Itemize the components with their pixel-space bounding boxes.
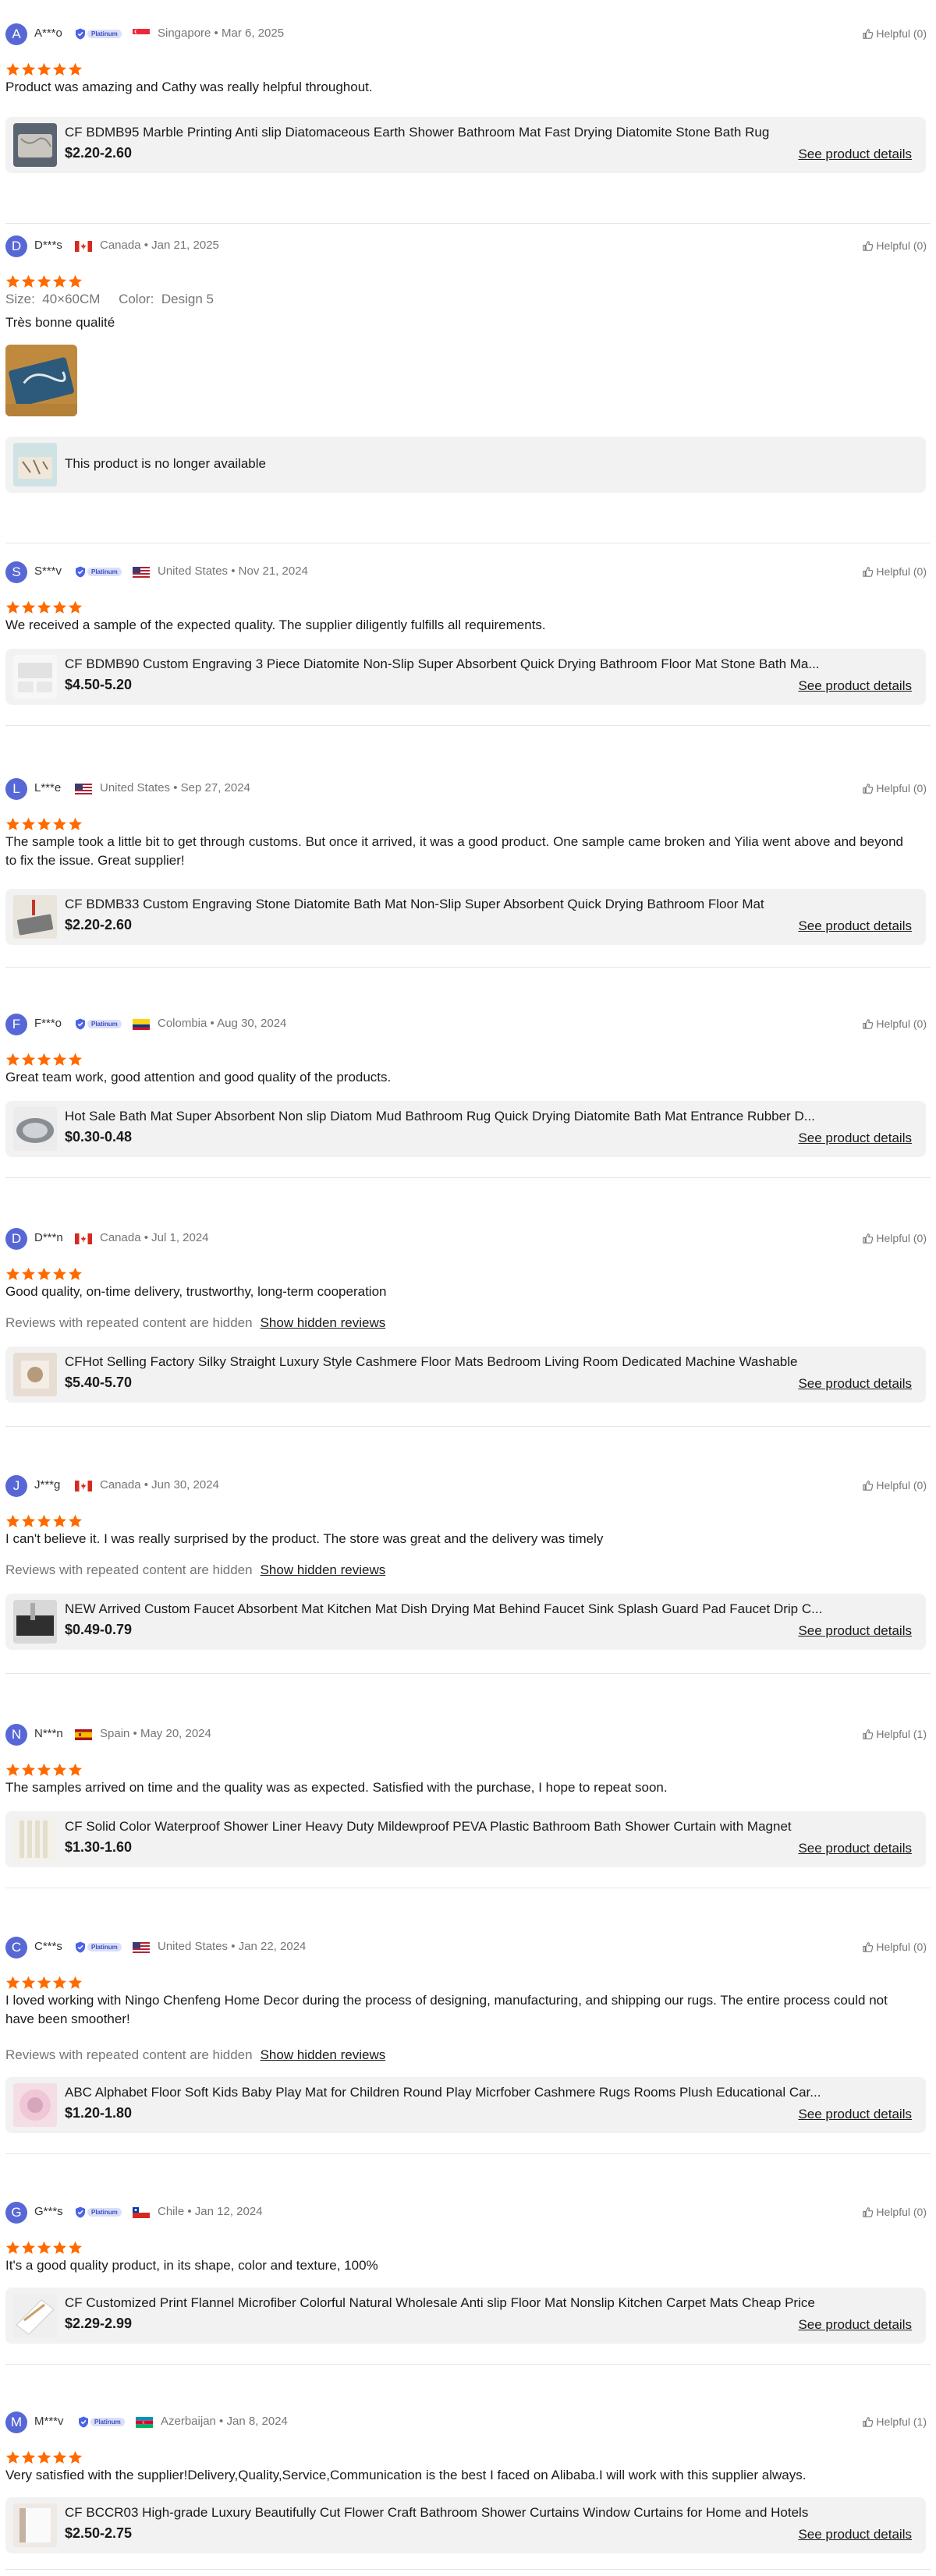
review-text: The sample took a little bit to get through customs. But once it arrived, it was a good product. One sample came broken and Yilia went above and beyond to fix the issue. Great supplier!: [5, 834, 903, 868]
review-header: [0, 22, 936, 47]
thumb-up-icon: [862, 1480, 874, 1491]
flag-cl-icon: [133, 2207, 150, 2218]
review-header: [0, 2200, 936, 2225]
star-icon: [52, 274, 67, 288]
review-card: [0, 1226, 936, 1391]
review-card: [0, 777, 936, 933]
review-header: [0, 1226, 936, 1251]
review-text: Very satisfied with the supplier!Delivery,Quality,Service,Communication is the best I faced on Alibaba.I will work with this supplier always.: [5, 2468, 807, 2482]
product-title[interactable]: ABC Alphabet Floor Soft Kids Baby Play Mat for Children Round Play Micrfober Cashmere Rugs Rooms Plush Educational Car...: [65, 2085, 821, 2100]
review-meta: Canada • Jan 21, 2025: [100, 239, 219, 252]
hidden-reviews-notice: Reviews with repeated content are hidden Show hidden reviews: [5, 1315, 386, 1330]
product-thumbnail[interactable]: [13, 655, 57, 699]
reviewer-name: N***n: [34, 1727, 63, 1740]
review-header: [0, 1474, 936, 1499]
star-icon: [52, 1763, 67, 1777]
avatar: L: [5, 778, 27, 800]
helpful-label: Helpful (0): [876, 27, 927, 40]
review-header: [0, 234, 936, 259]
star-icon: [68, 817, 83, 831]
product-thumbnail: [13, 443, 57, 487]
verified-shield-icon: [75, 1941, 86, 1953]
avatar: J: [5, 1475, 27, 1497]
helpful-label: Helpful (0): [876, 1017, 927, 1030]
helpful-button[interactable]: [862, 27, 927, 40]
product-card[interactable]: [5, 2497, 926, 2553]
thumb-up-icon: [862, 783, 874, 794]
star-icon: [52, 2241, 67, 2255]
product-title[interactable]: Hot Sale Bath Mat Super Absorbent Non slip Diatom Mud Bathroom Rug Quick Drying Diatomite Bath Mat Entrance Rubber D...: [65, 1109, 815, 1123]
divider: [5, 2153, 931, 2154]
star-icon: [21, 600, 36, 614]
reviewer-name: D***n: [34, 1231, 63, 1244]
review-card: [0, 1012, 936, 1145]
review-date: May 20, 2024: [140, 1727, 211, 1740]
reviewer-name: J***g: [34, 1478, 61, 1491]
star-rating: [5, 2241, 83, 2255]
platinum-label: Platinum: [90, 2418, 125, 2426]
divider: [5, 1177, 931, 1178]
product-card[interactable]: [5, 2077, 926, 2133]
star-icon: [21, 1267, 36, 1281]
product-thumbnail[interactable]: [13, 895, 57, 939]
show-hidden-reviews-link[interactable]: Show hidden reviews: [260, 2047, 386, 2062]
star-icon: [21, 1763, 36, 1777]
helpful-label: Helpful (0): [876, 239, 927, 252]
platinum-label: Platinum: [87, 1943, 122, 1951]
platinum-label: Platinum: [87, 30, 122, 38]
star-icon: [5, 1053, 20, 1067]
helpful-button[interactable]: [862, 1728, 927, 1740]
see-product-details-link[interactable]: See product details: [798, 1376, 912, 1391]
helpful-button[interactable]: [862, 1017, 927, 1030]
review-card: [0, 1935, 936, 2121]
thumb-up-icon: [862, 1018, 874, 1030]
flag-us-icon: [133, 567, 150, 578]
thumb-up-icon: [862, 2416, 874, 2428]
divider: [5, 223, 931, 224]
review-card: [0, 1474, 936, 1638]
review-meta: Chile • Jan 12, 2024: [158, 2205, 263, 2218]
review-meta: Singapore • Mar 6, 2025: [158, 27, 285, 40]
star-rating: [5, 600, 83, 614]
review-meta: Canada • Jul 1, 2024: [100, 1231, 209, 1244]
review-date: Jun 30, 2024: [151, 1478, 219, 1491]
helpful-button[interactable]: [862, 2206, 927, 2218]
show-hidden-reviews-link[interactable]: Show hidden reviews: [260, 1315, 386, 1330]
review-photo[interactable]: [5, 345, 77, 416]
star-icon: [37, 817, 51, 831]
country: Canada: [100, 1478, 141, 1491]
avatar: G: [5, 2202, 27, 2224]
review-text: It's a good quality product, in its shape, color and texture, 100%: [5, 2258, 378, 2273]
star-icon: [21, 2450, 36, 2465]
review-header: [0, 560, 936, 585]
review-meta: United States • Sep 27, 2024: [100, 781, 250, 794]
reviewer-name: G***s: [34, 2205, 63, 2218]
see-product-details-link[interactable]: See product details: [798, 1841, 912, 1856]
flag-ca-icon: [75, 1233, 92, 1244]
see-product-details-link[interactable]: See product details: [798, 147, 912, 161]
review-meta: Spain • May 20, 2024: [100, 1727, 211, 1740]
avatar: F: [5, 1014, 27, 1035]
reviewer-name: L***e: [34, 781, 62, 794]
star-icon: [37, 1514, 51, 1528]
helpful-label: Helpful (0): [876, 1232, 927, 1244]
product-title[interactable]: CF Customized Print Flannel Microfiber Colorful Natural Wholesale Anti slip Floor Mat Nonslip Kitchen Carpet Mats Cheap Price: [65, 2295, 815, 2310]
country: United States: [158, 1940, 229, 1953]
review-date: Mar 6, 2025: [221, 27, 285, 40]
product-card[interactable]: [5, 649, 926, 705]
product-thumbnail[interactable]: [13, 2083, 57, 2127]
reviewer-name: F***o: [34, 1017, 62, 1030]
thumb-up-icon: [862, 2206, 874, 2218]
review-text: Good quality, on-time delivery, trustworthy, long-term cooperation: [5, 1284, 387, 1299]
flag-co-icon: [133, 1019, 150, 1030]
star-rating: [5, 274, 83, 288]
helpful-button[interactable]: [862, 1941, 927, 1953]
product-thumbnail[interactable]: [13, 123, 57, 167]
star-rating: [5, 62, 83, 76]
divider: [5, 1426, 931, 1427]
star-icon: [5, 817, 20, 831]
thumb-up-icon: [862, 1233, 874, 1244]
country: Canada: [100, 1231, 141, 1244]
platinum-badge: [75, 1017, 122, 1030]
star-icon: [5, 62, 20, 76]
helpful-button[interactable]: [862, 1232, 927, 1244]
helpful-button[interactable]: [862, 2415, 927, 2428]
flag-us-icon: [75, 784, 92, 794]
star-rating: [5, 817, 83, 831]
thumb-up-icon: [862, 240, 874, 252]
thumb-up-icon: [862, 566, 874, 578]
product-title[interactable]: CFHot Selling Factory Silky Straight Luxury Style Cashmere Floor Mats Bedroom Living Room Dedicated Machine Washable: [65, 1354, 798, 1369]
helpful-button[interactable]: [862, 782, 927, 794]
reviewer-name: S***v: [34, 564, 62, 578]
review-date: Aug 30, 2024: [217, 1017, 287, 1030]
star-icon: [5, 600, 20, 614]
product-title[interactable]: CF BDMB90 Custom Engraving 3 Piece Diatomite Non-Slip Super Absorbent Quick Drying Bathroom Floor Mat Stone Bath Ma...: [65, 656, 820, 671]
divider: [5, 967, 931, 968]
star-icon: [21, 1514, 36, 1528]
review-date: Jul 1, 2024: [151, 1231, 209, 1244]
review-date: Jan 12, 2024: [194, 2205, 263, 2218]
review-header: [0, 777, 936, 801]
star-icon: [21, 2241, 36, 2255]
platinum-badge: [75, 27, 122, 40]
star-icon: [5, 1514, 20, 1528]
verified-shield-icon: [75, 1018, 86, 1030]
divider: [5, 2569, 931, 2570]
helpful-button[interactable]: [862, 565, 927, 578]
star-icon: [37, 1267, 51, 1281]
see-product-details-link[interactable]: See product details: [798, 918, 912, 933]
star-rating: [5, 2450, 83, 2465]
star-icon: [21, 1976, 36, 1990]
platinum-badge: [75, 565, 122, 578]
flag-ca-icon: [75, 1481, 92, 1491]
star-rating: [5, 1053, 83, 1067]
review-card: [0, 560, 936, 693]
reviewer-name: A***o: [34, 27, 62, 40]
avatar: C: [5, 1937, 27, 1959]
helpful-label: Helpful (1): [876, 1728, 927, 1740]
country: Spain: [100, 1727, 130, 1740]
divider: [5, 2364, 931, 2365]
review-text: The samples arrived on time and the quality was as expected. Satisfied with the purchase, I hope to repeat soon.: [5, 1780, 668, 1795]
helpful-label: Helpful (0): [876, 1479, 927, 1491]
avatar: M: [5, 2411, 27, 2433]
platinum-badge: [78, 2415, 125, 2428]
star-rating: [5, 1763, 83, 1777]
country: United States: [158, 564, 229, 578]
star-icon: [52, 2450, 67, 2465]
review-date: Nov 21, 2024: [238, 564, 308, 578]
reviewer-name: M***v: [34, 2415, 64, 2428]
review-card: [0, 22, 936, 161]
product-thumbnail[interactable]: [13, 1817, 57, 1861]
product-card[interactable]: [5, 1101, 926, 1157]
product-card[interactable]: [5, 1811, 926, 1867]
verified-shield-icon: [75, 566, 86, 578]
review-card: [0, 234, 936, 471]
product-card[interactable]: [5, 117, 926, 173]
product-card[interactable]: [5, 889, 926, 945]
star-icon: [52, 1514, 67, 1528]
review-date: Jan 21, 2025: [151, 239, 219, 252]
star-icon: [52, 600, 67, 614]
star-icon: [37, 2450, 51, 2465]
platinum-label: Platinum: [87, 2208, 122, 2217]
star-icon: [37, 1053, 51, 1067]
product-price: $0.30-0.48: [65, 1129, 133, 1145]
review-text: Très bonne qualité: [5, 315, 115, 330]
review-date: Jan 22, 2024: [238, 1940, 307, 1953]
product-price: $5.40-5.70: [65, 1375, 133, 1390]
see-product-details-link[interactable]: See product details: [798, 2527, 912, 2542]
product-title[interactable]: CF BDMB33 Custom Engraving Stone Diatomite Bath Mat Non-Slip Super Absorbent Quick Drying Bathroom Floor Mat: [65, 897, 764, 911]
reviewer-name: D***s: [34, 239, 62, 252]
hidden-reviews-notice: Reviews with repeated content are hidden Show hidden reviews: [5, 2047, 386, 2062]
review-text: Product was amazing and Cathy was really helpful throughout.: [5, 80, 373, 94]
star-icon: [68, 600, 83, 614]
flag-ca-icon: [75, 241, 92, 252]
star-icon: [5, 2241, 20, 2255]
star-icon: [37, 600, 51, 614]
star-icon: [21, 62, 36, 76]
verified-shield-icon: [75, 2206, 86, 2218]
star-icon: [52, 1053, 67, 1067]
product-title[interactable]: CF BDMB95 Marble Printing Anti slip Diatomaceous Earth Shower Bathroom Mat Fast Drying Diatomite Stone Bath Rug: [65, 125, 770, 140]
country: Azerbaijan: [161, 2415, 216, 2428]
review-text: We received a sample of the expected quality. The supplier diligently fulfills all requirements.: [5, 617, 546, 632]
product-price: $0.49-0.79: [65, 1622, 133, 1637]
star-icon: [52, 1976, 67, 1990]
star-icon: [5, 1763, 20, 1777]
helpful-label: Helpful (1): [876, 2415, 927, 2428]
product-title[interactable]: CF BCCR03 High-grade Luxury Beautifully Cut Flower Craft Bathroom Shower Curtains Window Curtains for Home and Hotels: [65, 2505, 809, 2520]
review-card: [0, 2410, 936, 2542]
hidden-reviews-notice: Reviews with repeated content are hidden Show hidden reviews: [5, 1562, 386, 1577]
helpful-label: Helpful (0): [876, 1941, 927, 1953]
star-icon: [37, 62, 51, 76]
review-header: [0, 1012, 936, 1037]
star-icon: [68, 2241, 83, 2255]
star-icon: [37, 1976, 51, 1990]
variant-info: Size: 40×60CM Color: Design 5: [5, 292, 214, 306]
avatar: D: [5, 235, 27, 257]
product-thumbnail[interactable]: [13, 2503, 57, 2547]
helpful-label: Helpful (0): [876, 2206, 927, 2218]
product-price: $2.50-2.75: [65, 2525, 133, 2541]
star-icon: [68, 62, 83, 76]
star-icon: [68, 274, 83, 288]
verified-shield-icon: [78, 2416, 89, 2428]
review-header: [0, 2410, 936, 2435]
platinum-badge: [75, 2206, 122, 2218]
country: Canada: [100, 239, 141, 252]
flag-sg-icon: [133, 29, 150, 40]
product-title[interactable]: CF Solid Color Waterproof Shower Liner Heavy Duty Mildewproof PEVA Plastic Bathroom Bath Shower Curtain with Magnet: [65, 1819, 792, 1834]
star-icon: [5, 1976, 20, 1990]
see-product-details-link[interactable]: See product details: [798, 2317, 912, 2332]
thumb-up-icon: [862, 1729, 874, 1740]
review-date: Jan 8, 2024: [226, 2415, 288, 2428]
star-icon: [52, 62, 67, 76]
review-date: Sep 27, 2024: [180, 781, 250, 794]
country: Colombia: [158, 1017, 207, 1030]
reviewer-name: C***s: [34, 1940, 62, 1953]
star-icon: [21, 817, 36, 831]
review-header: [0, 1935, 936, 1960]
product-price: $2.20-2.60: [65, 145, 133, 161]
helpful-button[interactable]: [862, 1479, 927, 1491]
star-icon: [68, 1514, 83, 1528]
product-title[interactable]: NEW Arrived Custom Faucet Absorbent Mat Kitchen Mat Dish Drying Mat Behind Faucet Sink Splash Guard Pad Faucet Drip C...: [65, 1601, 823, 1616]
divider: [5, 1673, 931, 1674]
review-meta: United States • Nov 21, 2024: [158, 564, 308, 578]
verified-shield-icon: [75, 28, 86, 40]
star-rating: [5, 1976, 83, 1990]
star-icon: [68, 1267, 83, 1281]
star-icon: [5, 274, 20, 288]
product-price: $4.50-5.20: [65, 677, 133, 692]
flag-es-icon: [75, 1729, 92, 1740]
star-icon: [37, 274, 51, 288]
star-icon: [68, 1763, 83, 1777]
review-card: [0, 1722, 936, 1856]
country: Chile: [158, 2205, 185, 2218]
avatar: S: [5, 561, 27, 583]
see-product-details-link[interactable]: See product details: [798, 1623, 912, 1638]
helpful-label: Helpful (0): [876, 565, 927, 578]
review-meta: Azerbaijan • Jan 8, 2024: [161, 2415, 288, 2428]
platinum-badge: [75, 1941, 122, 1953]
star-icon: [5, 2450, 20, 2465]
star-icon: [21, 274, 36, 288]
star-icon: [68, 2450, 83, 2465]
star-icon: [68, 1976, 83, 1990]
review-text: I can't believe it. I was really surprised by the product. The store was great and the delivery was timely: [5, 1531, 604, 1546]
platinum-label: Platinum: [87, 1020, 122, 1028]
see-product-details-link[interactable]: See product details: [798, 1131, 912, 1145]
product-card[interactable]: [5, 1594, 926, 1650]
star-icon: [21, 1053, 36, 1067]
star-icon: [52, 1267, 67, 1281]
review-header: [0, 1722, 936, 1747]
show-hidden-reviews-link[interactable]: Show hidden reviews: [260, 1562, 386, 1577]
product-thumbnail[interactable]: [13, 1107, 57, 1151]
review-text: Great team work, good attention and good quality of the products.: [5, 1070, 392, 1085]
product-card[interactable]: [5, 1346, 926, 1403]
see-product-details-link[interactable]: See product details: [798, 678, 912, 693]
avatar: N: [5, 1724, 27, 1746]
star-icon: [68, 1053, 83, 1067]
star-icon: [37, 1763, 51, 1777]
star-icon: [5, 1267, 20, 1281]
platinum-label: Platinum: [87, 568, 122, 576]
country: United States: [100, 781, 171, 794]
thumb-up-icon: [862, 28, 874, 40]
flag-us-icon: [133, 1942, 150, 1953]
avatar: D: [5, 1228, 27, 1250]
helpful-label: Helpful (0): [876, 782, 927, 794]
see-product-details-link[interactable]: See product details: [798, 2107, 912, 2121]
review-meta: United States • Jan 22, 2024: [158, 1940, 307, 1953]
star-rating: [5, 1514, 83, 1528]
review-meta: Canada • Jun 30, 2024: [100, 1478, 219, 1491]
product-price: $2.20-2.60: [65, 917, 133, 932]
product-thumbnail[interactable]: [13, 1600, 57, 1644]
avatar: A: [5, 23, 27, 45]
helpful-button[interactable]: [862, 239, 927, 252]
country: Singapore: [158, 27, 211, 40]
product-price: $1.20-1.80: [65, 2105, 133, 2121]
product-price: $2.29-2.99: [65, 2316, 133, 2331]
star-icon: [52, 817, 67, 831]
divider: [5, 725, 931, 726]
review-text: I loved working with Ningo Chenfeng Home Decor during the process of designing, manufacturing, and shipping our rugs. The entire process could not have been smoother!: [5, 1993, 888, 2026]
flag-az-icon: [136, 2417, 153, 2428]
star-icon: [37, 2241, 51, 2255]
product-card[interactable]: [5, 437, 926, 493]
review-card: [0, 2200, 936, 2332]
star-rating: [5, 1267, 83, 1281]
thumb-up-icon: [862, 1941, 874, 1953]
product-unavailable-text: This product is no longer available: [65, 456, 266, 471]
review-meta: Colombia • Aug 30, 2024: [158, 1017, 287, 1030]
product-thumbnail[interactable]: [13, 1353, 57, 1396]
product-thumbnail[interactable]: [13, 2294, 57, 2337]
product-price: $1.30-1.60: [65, 1839, 133, 1855]
product-card[interactable]: [5, 2288, 926, 2344]
